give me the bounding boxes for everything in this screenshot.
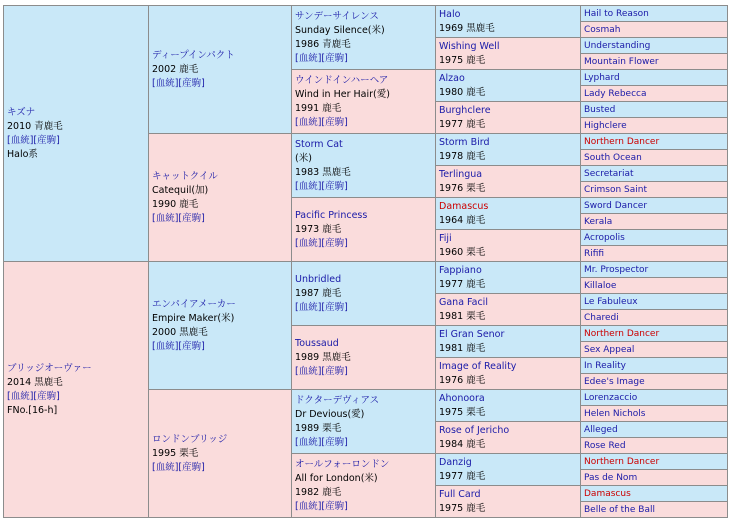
horse-info: Wind in Her Hair(愛) <box>295 88 390 100</box>
horse-name-link[interactable]: Acropolis <box>584 232 625 243</box>
gen4-horse-2 <box>436 70 581 102</box>
gen2-horse-2 <box>149 262 292 390</box>
horse-info: 1975 鹿毛 <box>439 54 486 66</box>
horse-name-link[interactable]: Lyphard <box>584 72 620 83</box>
gen4-horse-6 <box>436 198 581 230</box>
horse-name-link[interactable]: Burghclere <box>439 104 491 116</box>
horse-info: 1981 栗毛 <box>439 310 486 322</box>
horse-info: Dr Devious(愛) <box>295 408 365 420</box>
gen4-horse-12 <box>436 390 581 422</box>
horse-info: 1978 鹿毛 <box>439 150 486 162</box>
gen5-horse-3 <box>581 54 728 70</box>
gen4-horse-10 <box>436 326 581 358</box>
horse-name-link[interactable]: ディープインパクト <box>152 49 235 61</box>
horse-name-link[interactable]: Pacific Princess <box>295 209 368 221</box>
gen5-horse-15 <box>581 246 728 262</box>
horse-info: (米) <box>295 152 312 164</box>
gen5-horse-20 <box>581 326 728 342</box>
horse-name-link[interactable]: Sword Dancer <box>584 200 648 211</box>
gen5-horse-17 <box>581 278 728 294</box>
horse-name-link[interactable]: Danzig <box>439 456 472 468</box>
gen5-horse-11 <box>581 182 728 198</box>
pedigree-offspring-link[interactable]: [血統][産駒] <box>295 500 348 512</box>
gen3-horse-3 <box>292 198 436 262</box>
horse-name-link[interactable]: Alzao <box>439 72 465 84</box>
horse-name-link[interactable]: Lady Rebecca <box>584 88 647 99</box>
horse-name-link[interactable]: Damascus <box>584 488 631 499</box>
pedigree-offspring-link[interactable]: [血統][産駒] <box>152 340 205 352</box>
horse-name-link[interactable]: Lorenzaccio <box>584 392 638 403</box>
horse-info: 1969 黒鹿毛 <box>439 22 495 34</box>
horse-name-link[interactable]: Wishing Well <box>439 40 500 52</box>
pedigree-offspring-link[interactable]: [血統][産駒] <box>295 365 348 377</box>
horse-name-link[interactable]: Damascus <box>439 200 489 212</box>
gen3-horse-4 <box>292 262 436 326</box>
gen5-horse-8 <box>581 134 728 150</box>
pedigree-row <box>4 262 728 278</box>
gen5-horse-7 <box>581 118 728 134</box>
horse-info: 1973 鹿毛 <box>295 223 342 235</box>
horse-name-link[interactable]: El Gran Senor <box>439 328 505 340</box>
gen4-horse-5 <box>436 166 581 198</box>
horse-name-link[interactable]: Charedi <box>584 312 619 323</box>
horse-name-link[interactable]: Hail to Reason <box>584 8 649 19</box>
gen5-horse-9 <box>581 150 728 166</box>
gen5-horse-4 <box>581 70 728 86</box>
horse-info: 1981 鹿毛 <box>439 342 486 354</box>
horse-name-link[interactable]: Killaloe <box>584 280 617 291</box>
pedigree-offspring-link[interactable]: [血統][産駒] <box>295 116 348 128</box>
horse-info: 1976 鹿毛 <box>439 374 486 386</box>
horse-name-link[interactable]: Northern Dancer <box>584 456 660 467</box>
horse-info: 1987 鹿毛 <box>295 287 342 299</box>
pedigree-offspring-link[interactable]: [血統][産駒] <box>152 461 205 473</box>
gen3-horse-1 <box>292 70 436 134</box>
horse-name-link[interactable]: Ahonoora <box>439 392 485 404</box>
horse-info: Empire Maker(米) <box>152 312 235 324</box>
horse-info: 1977 鹿毛 <box>439 278 486 290</box>
gen4-horse-1 <box>436 38 581 70</box>
horse-info: 1964 鹿毛 <box>439 214 486 226</box>
horse-name-link[interactable]: Rififi <box>584 248 605 259</box>
pedigree-offspring-link[interactable]: [血統][産駒] <box>7 390 60 402</box>
pedigree-offspring-link[interactable]: [血統][産駒] <box>295 301 348 313</box>
horse-name-link[interactable]: Helen Nichols <box>584 408 646 419</box>
pedigree-table <box>3 5 728 518</box>
horse-name-link[interactable]: Rose Red <box>584 440 626 451</box>
horse-name-link[interactable]: Fappiano <box>439 264 482 276</box>
horse-info: All for London(米) <box>295 472 378 484</box>
gen5-horse-13 <box>581 214 728 230</box>
gen5-horse-29 <box>581 470 728 486</box>
horse-name-link[interactable]: Mr. Prospector <box>584 264 649 275</box>
horse-name-link[interactable]: Busted <box>584 104 616 115</box>
gen5-horse-31 <box>581 502 728 518</box>
gen5-horse-5 <box>581 86 728 102</box>
horse-name-link[interactable]: Edee's Image <box>584 376 645 387</box>
horse-info: 1980 鹿毛 <box>439 86 486 98</box>
horse-info: 1976 栗毛 <box>439 182 486 194</box>
horse-name-link[interactable]: In Reality <box>584 360 626 371</box>
horse-info: 1995 栗毛 <box>152 447 199 459</box>
gen5-horse-2 <box>581 38 728 54</box>
horse-name-link[interactable]: Mountain Flower <box>584 56 659 67</box>
horse-info: 1975 鹿毛 <box>439 502 486 514</box>
pedigree-offspring-link[interactable]: [血統][産駒] <box>295 180 348 192</box>
pedigree-offspring-link[interactable]: [血統][産駒] <box>295 52 348 64</box>
gen4-horse-7 <box>436 230 581 262</box>
horse-name-link[interactable]: Full Card <box>439 488 481 500</box>
gen3-horse-0 <box>292 6 436 70</box>
gen5-horse-16 <box>581 262 728 278</box>
horse-info: 2014 黒鹿毛 <box>7 376 63 388</box>
horse-name-link[interactable]: Le Fabuleux <box>584 296 638 307</box>
gen5-horse-30 <box>581 486 728 502</box>
horse-info: Sunday Silence(米) <box>295 24 385 36</box>
gen4-horse-15 <box>436 486 581 518</box>
horse-info: 1982 鹿毛 <box>295 486 342 498</box>
gen2-horse-1 <box>149 134 292 262</box>
horse-name-link[interactable]: Fiji <box>439 232 452 244</box>
lineage-note: Halo系 <box>7 148 38 160</box>
horse-name-link[interactable]: Rose of Jericho <box>439 424 510 436</box>
horse-info: 1991 鹿毛 <box>295 102 342 114</box>
horse-name-link[interactable]: サンデーサイレンス <box>295 10 379 22</box>
horse-name-link[interactable]: South Ocean <box>584 152 642 163</box>
gen5-horse-1 <box>581 22 728 38</box>
gen2-horse-3 <box>149 390 292 518</box>
horse-name-link[interactable]: ブリッジオーヴァー <box>7 362 92 374</box>
horse-name-link[interactable]: エンパイアメーカー <box>152 298 236 310</box>
horse-name-link[interactable]: Storm Cat <box>295 138 343 150</box>
horse-name-link[interactable]: Storm Bird <box>439 136 490 148</box>
gen1-horse-0 <box>4 6 149 262</box>
horse-name-link[interactable]: Sex Appeal <box>584 344 635 355</box>
horse-info: 2002 鹿毛 <box>152 63 199 75</box>
horse-info: 1984 鹿毛 <box>439 438 486 450</box>
gen5-horse-21 <box>581 342 728 358</box>
gen5-horse-19 <box>581 310 728 326</box>
pedigree-offspring-link[interactable]: [血統][産駒] <box>152 212 205 224</box>
gen3-horse-6 <box>292 390 436 454</box>
horse-name-link[interactable]: ロンドンブリッジ <box>152 433 228 445</box>
horse-name-link[interactable]: Northern Dancer <box>584 328 660 339</box>
gen5-horse-12 <box>581 198 728 214</box>
horse-name-link[interactable]: ドクターデヴィアス <box>295 394 380 406</box>
horse-name-link[interactable]: Terlingua <box>439 168 483 180</box>
gen3-horse-7 <box>292 454 436 518</box>
horse-info: 1977 鹿毛 <box>439 118 486 130</box>
horse-info: 1977 鹿毛 <box>439 470 486 482</box>
horse-info: 1975 栗毛 <box>439 406 486 418</box>
horse-name-link[interactable]: Highclere <box>584 120 627 131</box>
gen4-horse-0 <box>436 6 581 38</box>
gen5-horse-22 <box>581 358 728 374</box>
gen4-horse-4 <box>436 134 581 166</box>
horse-name-link[interactable]: Image of Reality <box>439 360 517 372</box>
gen5-horse-24 <box>581 390 728 406</box>
horse-name-link[interactable]: キャットクイル <box>152 170 218 182</box>
gen5-horse-0 <box>581 6 728 22</box>
gen4-horse-8 <box>436 262 581 294</box>
gen4-horse-9 <box>436 294 581 326</box>
horse-info: Catequil(加) <box>152 184 209 196</box>
gen4-horse-13 <box>436 422 581 454</box>
gen5-horse-25 <box>581 406 728 422</box>
gen4-horse-11 <box>436 358 581 390</box>
horse-name-link[interactable]: Understanding <box>584 40 651 51</box>
gen3-horse-5 <box>292 326 436 390</box>
pedigree-offspring-link[interactable]: [血統][産駒] <box>152 77 205 89</box>
horse-info: 1989 栗毛 <box>295 422 342 434</box>
horse-info: 1989 黒鹿毛 <box>295 351 351 363</box>
pedigree-offspring-link[interactable]: [血統][産駒] <box>7 134 60 146</box>
horse-name-link[interactable]: Northern Dancer <box>584 136 660 147</box>
gen5-horse-26 <box>581 422 728 438</box>
horse-name-link[interactable]: Halo <box>439 8 461 20</box>
gen5-horse-10 <box>581 166 728 182</box>
horse-name-link[interactable]: Pas de Nom <box>584 472 638 483</box>
horse-info: 2000 黒鹿毛 <box>152 326 208 338</box>
gen5-horse-18 <box>581 294 728 310</box>
horse-info: 2010 青鹿毛 <box>7 120 63 132</box>
pedigree-offspring-link[interactable]: [血統][産駒] <box>295 237 348 249</box>
gen4-horse-3 <box>436 102 581 134</box>
gen3-horse-2 <box>292 134 436 198</box>
gen5-horse-23 <box>581 374 728 390</box>
lineage-note: FNo.[16-h] <box>7 404 58 416</box>
gen5-horse-28 <box>581 454 728 470</box>
gen5-horse-14 <box>581 230 728 246</box>
gen5-horse-6 <box>581 102 728 118</box>
horse-info: 1983 黒鹿毛 <box>295 166 351 178</box>
gen5-horse-27 <box>581 438 728 454</box>
horse-name-link[interactable]: Alleged <box>584 424 618 435</box>
horse-name-link[interactable]: Belle of the Ball <box>584 504 655 515</box>
horse-name-link[interactable]: Unbridled <box>295 273 342 285</box>
horse-name-link[interactable]: キズナ <box>7 106 36 118</box>
horse-name-link[interactable]: オールフォーロンドン <box>295 458 390 470</box>
pedigree-row <box>4 6 728 22</box>
gen2-horse-0 <box>149 6 292 134</box>
horse-name-link[interactable]: Crimson Saint <box>584 184 647 195</box>
horse-name-link[interactable]: Toussaud <box>295 337 339 349</box>
horse-name-link[interactable]: Secretariat <box>584 168 634 179</box>
gen1-horse-1 <box>4 262 149 518</box>
gen4-horse-14 <box>436 454 581 486</box>
horse-name-link[interactable]: ウインドインハーヘア <box>295 74 389 86</box>
horse-info: 1986 青鹿毛 <box>295 38 351 50</box>
horse-info: 1960 栗毛 <box>439 246 486 258</box>
horse-info: 1990 鹿毛 <box>152 198 199 210</box>
horse-name-link[interactable]: Gana Facil <box>439 296 488 308</box>
horse-name-link[interactable]: Kerala <box>584 216 613 227</box>
horse-name-link[interactable]: Cosmah <box>584 24 621 35</box>
pedigree-offspring-link[interactable]: [血統][産駒] <box>295 436 348 448</box>
